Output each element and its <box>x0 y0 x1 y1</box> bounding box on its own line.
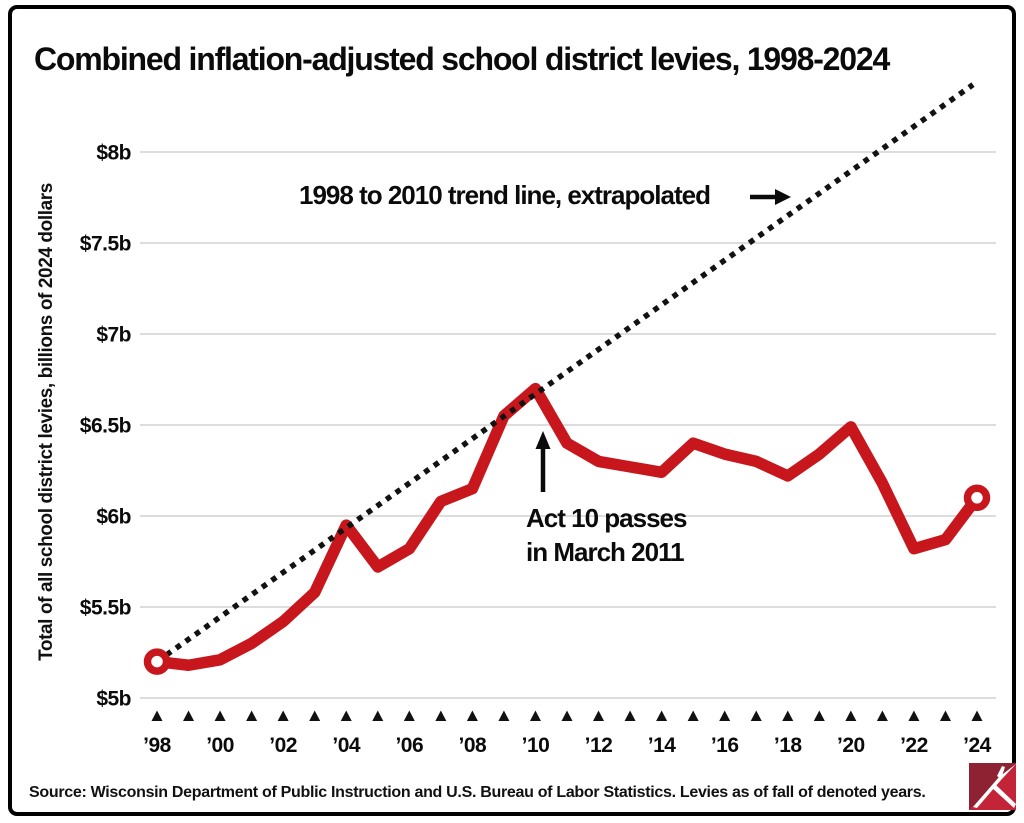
act10-annotation-line2: in March 2011 <box>526 537 684 567</box>
year-tick-triangle <box>940 711 951 722</box>
year-tick-triangle <box>908 711 919 722</box>
year-tick-triangle <box>782 711 793 722</box>
act10-annotation <box>526 501 686 569</box>
year-tick-triangle <box>152 711 163 722</box>
year-tick-triangle <box>719 711 730 722</box>
y-tick-label: $5.5b <box>79 596 131 620</box>
y-tick-label: $7.5b <box>79 232 131 256</box>
x-tick-label: ’24 <box>963 734 991 757</box>
endpoint-marker <box>968 488 987 507</box>
year-tick-triangle <box>435 711 446 722</box>
year-tick-triangle <box>562 711 573 722</box>
x-tick-label: ’10 <box>521 734 550 757</box>
chart-title: Combined inflation-adjusted school district levies, 1998-2024 <box>34 41 890 78</box>
x-tick-label: ’22 <box>900 734 928 757</box>
year-tick-triangle <box>625 711 636 722</box>
year-tick-triangle <box>814 711 825 722</box>
year-tick-triangle <box>278 711 289 722</box>
year-tick-triangle <box>372 711 383 722</box>
year-tick-triangle <box>246 711 257 722</box>
year-tick-triangle <box>467 711 478 722</box>
x-tick-label: ’16 <box>710 734 739 757</box>
year-tick-triangle <box>341 711 352 722</box>
y-tick-label: $7b <box>96 323 131 347</box>
y-tick-label: $6.5b <box>79 414 131 438</box>
y-tick-label: $8b <box>96 141 131 165</box>
source-note: Source: Wisconsin Department of Public Instruction and U.S. Bureau of Labor Statistics. Levies as of fall of denoted years. <box>29 784 926 801</box>
year-tick-triangle <box>972 711 983 722</box>
year-tick-triangle <box>498 711 509 722</box>
trend-line-annotation: 1998 to 2010 trend line, extrapolated <box>299 180 710 210</box>
year-tick-triangle <box>688 711 699 722</box>
y-tick-label: $5b <box>96 687 131 711</box>
year-tick-triangle <box>183 711 194 722</box>
year-tick-triangle <box>877 711 888 722</box>
x-tick-label: ’00 <box>206 734 234 757</box>
act10-annotation-arrowhead <box>536 431 551 449</box>
act10-annotation-line1: Act 10 passes <box>526 503 687 533</box>
y-axis-label: Total of all school district levies, billions of 2024 dollars <box>36 183 57 661</box>
x-tick-label: ’98 <box>143 734 171 757</box>
x-tick-label: ’02 <box>269 734 298 757</box>
y-tick-label: $6b <box>96 505 131 529</box>
year-tick-triangle <box>215 711 226 722</box>
year-tick-triangle <box>845 711 856 722</box>
year-tick-triangle <box>530 711 541 722</box>
year-tick-triangle <box>751 711 762 722</box>
x-tick-label: ’18 <box>773 734 802 757</box>
x-tick-label: ’04 <box>332 734 361 757</box>
publisher-logo-icon <box>969 763 1016 810</box>
endpoint-marker <box>148 652 167 671</box>
x-tick-label: ’06 <box>395 734 424 757</box>
trend-dotted-line <box>157 85 973 662</box>
x-tick-label: ’12 <box>584 734 613 757</box>
year-tick-triangle <box>593 711 604 722</box>
x-tick-label: ’08 <box>458 734 487 757</box>
year-tick-triangle <box>404 711 415 722</box>
year-tick-triangle <box>309 711 320 722</box>
x-tick-label: ’14 <box>647 734 676 757</box>
trend-annotation-arrowhead <box>775 189 791 205</box>
year-tick-triangle <box>656 711 667 722</box>
x-tick-label: ’20 <box>836 734 865 757</box>
